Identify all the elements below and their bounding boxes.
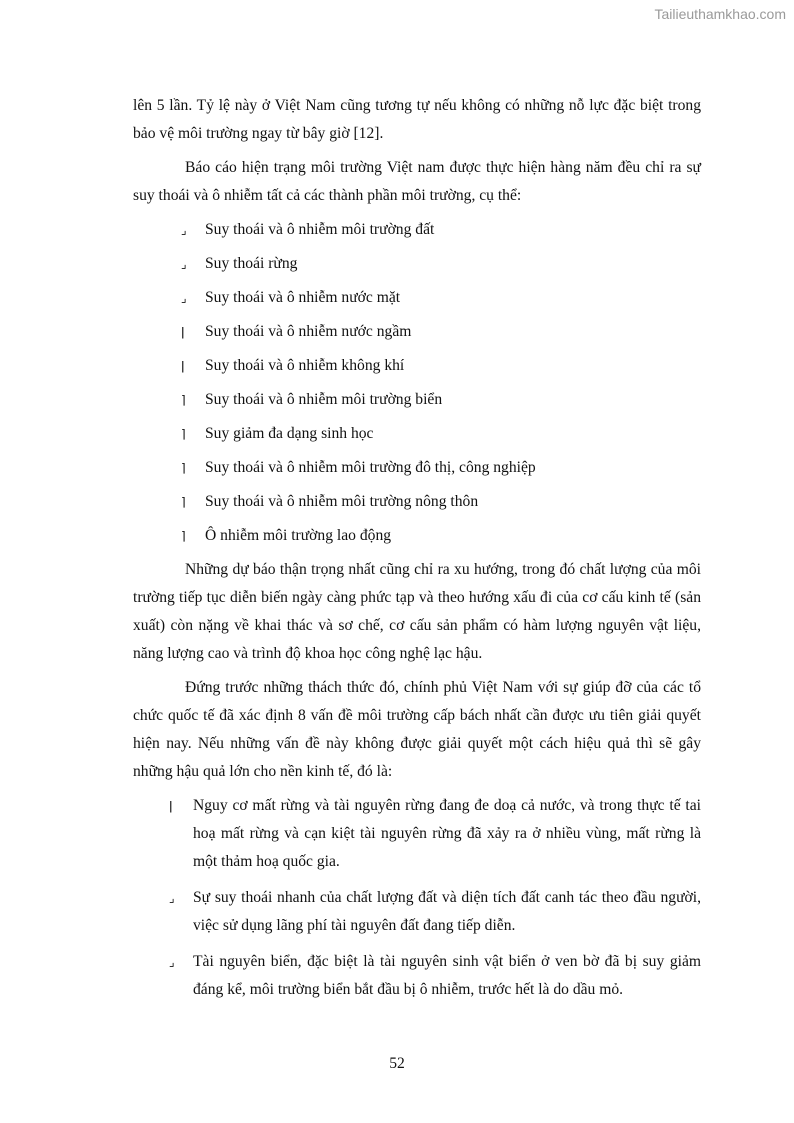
- page-content: [133, 92, 701, 1012]
- list-item: [181, 522, 701, 550]
- page-number: 52: [389, 1055, 405, 1072]
- list-item-text: Suy thoái và ô nhiễm môi trường nông thôn: [205, 493, 479, 510]
- list-item-text: Ô nhiễm môi trường lao động: [205, 527, 392, 544]
- list-item: [181, 386, 701, 414]
- list-item-text: Suy thoái và ô nhiễm môi trường biển: [205, 391, 443, 408]
- bullet-icon: ⌉: [181, 529, 186, 543]
- paragraph-continuation: lên 5 lần. Tỷ lệ này ở Việt Nam cũng tương tự nếu không có những nỗ lực đặc biệt trong bảo vệ môi trường ngay từ bây giờ [12].: [133, 97, 701, 142]
- list-item: [169, 948, 701, 1004]
- bullet-icon: ⌉: [181, 461, 186, 475]
- list-item-text: Suy thoái và ô nhiễm môi trường đất: [205, 221, 435, 238]
- list-item: [181, 420, 701, 448]
- list-item-text: Suy thoái rừng: [205, 255, 298, 272]
- paragraph-report-intro: Báo cáo hiện trạng môi trường Việt nam được thực hiện hàng năm đều chỉ ra sự suy thoái và ô nhiễm tất cả các thành phần môi trường, cụ thể:: [133, 159, 701, 204]
- list-item: [181, 250, 701, 278]
- consequence-list: [133, 792, 701, 1004]
- bullet-icon: ⌟: [181, 223, 187, 237]
- list-item: [169, 792, 701, 876]
- list-item: [181, 318, 701, 346]
- bullet-icon: ⌟: [181, 257, 187, 271]
- watermark: Tailieuthamkhao.com: [654, 6, 786, 22]
- bullet-icon: ⌉: [181, 393, 186, 407]
- list-item: [181, 454, 701, 482]
- bullet-icon: ⌟: [169, 955, 175, 969]
- list-item-text: Suy giảm đa dạng sinh học: [205, 425, 374, 442]
- list-item: [169, 884, 701, 940]
- list-item-text: Suy thoái và ô nhiễm không khí: [205, 357, 405, 374]
- pollution-list: [133, 216, 701, 550]
- list-item: [181, 216, 701, 244]
- list-item: [181, 352, 701, 380]
- list-item-text: Nguy cơ mất rừng và tài nguyên rừng đang đe doạ cả nước, và trong thực tế tai hoạ mất rừng và cạn kiệt tài nguyên rừng đã xảy ra ở nhiều vùng, mất rừng là một thảm hoạ quốc gia.: [193, 797, 701, 870]
- list-item-text: Tài nguyên biển, đặc biệt là tài nguyên sinh vật biển ở ven bờ đã bị suy giảm đáng kể, môi trường biển bắt đầu bị ô nhiễm, trước hết là do dầu mỏ.: [193, 953, 701, 998]
- list-item-text: Suy thoái và ô nhiễm nước ngầm: [205, 323, 412, 340]
- bullet-icon: ǀ: [181, 359, 185, 373]
- bullet-icon: ǀ: [181, 325, 185, 339]
- bullet-icon: ⌉: [181, 495, 186, 509]
- list-item: [181, 488, 701, 516]
- list-item-text: Suy thoái và ô nhiễm môi trường đô thị, công nghiệp: [205, 459, 536, 476]
- bullet-icon: ⌉: [181, 427, 186, 441]
- bullet-icon: ǀ: [169, 799, 173, 813]
- bullet-icon: ⌟: [181, 291, 187, 305]
- bullet-icon: ⌟: [169, 891, 175, 905]
- list-item: [181, 284, 701, 312]
- list-item-text: Suy thoái và ô nhiễm nước mặt: [205, 289, 401, 306]
- paragraph-challenges: Đứng trước những thách thức đó, chính phủ Việt Nam với sự giúp đỡ của các tổ chức quốc tế đã xác định 8 vấn đề môi trường cấp bách nhất cần được ưu tiên giải quyết hiện nay. Nếu những vấn đề này không được giải quyết một cách hiệu quả thì sẽ gây những hậu quả lớn cho nền kinh tế, đó là:: [133, 679, 701, 780]
- list-item-text: Sự suy thoái nhanh của chất lượng đất và diện tích đất canh tác theo đầu người, việc sử dụng lãng phí tài nguyên đất đang tiếp diễn.: [193, 889, 701, 934]
- paragraph-forecast: Những dự báo thận trọng nhất cũng chỉ ra xu hướng, trong đó chất lượng của môi trường tiếp tục diễn biến ngày càng phức tạp và theo hướng xấu đi của cơ cấu kinh tế (sản xuất) còn nặng về khai thác và sơ chế, cơ cấu sản phẩm có hàm lượng nguyên vật liệu, năng lượng cao và trình độ khoa học công nghệ lạc hậu.: [133, 561, 701, 662]
